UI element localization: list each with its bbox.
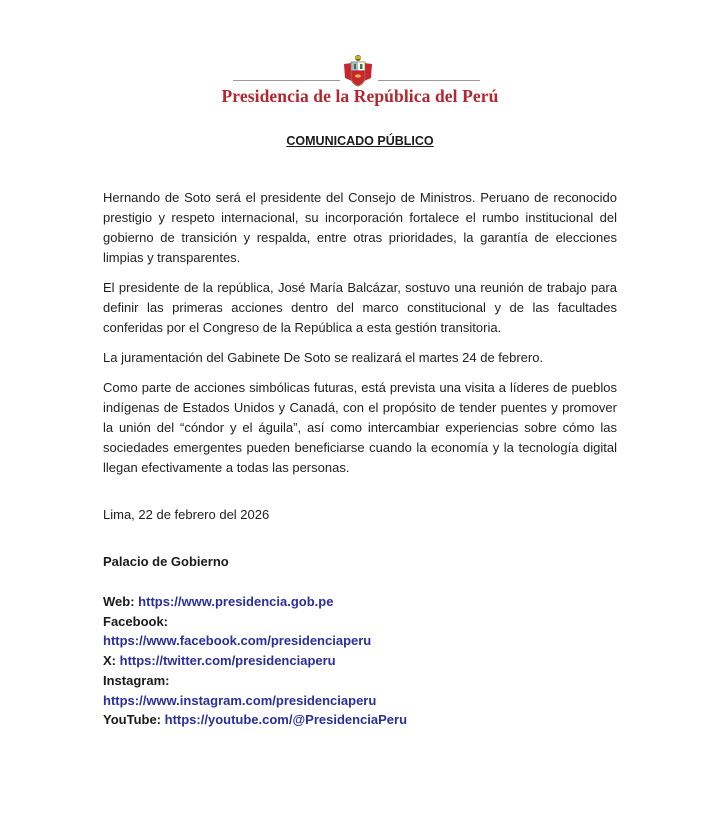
web-label: Web: [103, 594, 135, 609]
institution-name: Presidencia de la República del Perú [221, 86, 499, 106]
issuing-office: Palacio de Gobierno [103, 554, 229, 569]
youtube-link[interactable]: https://youtube.com/@PresidenciaPeru [164, 712, 408, 728]
contact-facebook-link-line [103, 631, 407, 651]
x-link[interactable]: https://twitter.com/presidenciaperu [119, 653, 336, 669]
paragraph-swearing-in: La juramentación del Gabinete De Soto se realizará el martes 24 de febrero. [103, 350, 544, 365]
contact-instagram-label-line [103, 671, 407, 691]
communique-body [103, 188, 617, 488]
letterhead [0, 0, 720, 110]
instagram-label: Instagram: [103, 672, 170, 688]
contact-links [103, 592, 407, 730]
paragraph-symbolic-actions: Como parte de acciones simbólicas futuras, está prevista una visita a líderes de pueblos indígenas de Estados Unidos y Canadá, con el propósito de tender puentes y promover la unión del “cóndor y el águila”, así como intercambiar experiencias sobre cómo las sociedades emergentes pueden beneficiarse cuando la economía y la tecnología digital llegan efectivamente a todas las personas. [103, 380, 617, 475]
contact-x [103, 651, 407, 671]
web-link[interactable]: https://www.presidencia.gob.pe [138, 594, 334, 609]
contact-youtube [103, 710, 407, 730]
facebook-link[interactable]: https://www.facebook.com/presidenciaperu [103, 633, 372, 649]
facebook-label: Facebook: [103, 613, 169, 629]
letterhead-rule-left [233, 80, 340, 81]
instagram-link[interactable]: https://www.instagram.com/presidenciaperu [103, 692, 377, 708]
peru-coat-of-arms-icon [341, 54, 375, 88]
x-label: X: [103, 653, 116, 669]
place-and-date: Lima, 22 de febrero del 2026 [103, 507, 270, 522]
document-title: COMUNICADO PÚBLICO [286, 134, 434, 148]
youtube-label: YouTube: [103, 712, 162, 728]
contact-instagram-link-line [103, 691, 407, 711]
contact-web [103, 592, 407, 612]
paragraph-appointment: Hernando de Soto será el presidente del Consejo de Ministros. Peruano de reconocido prestigio y respeto internacional, su incorporación fortalece el rumbo institucional del gobierno de transición y respalda, entre otras prioridades, la garantía de elecciones limpias y transparentes. [103, 190, 617, 265]
letterhead-rule-right [378, 80, 480, 81]
paragraph-meeting: El presidente de la república, José María Balcázar, sostuvo una reunión de trabajo para definir las primeras acciones dentro del marco constitucional y de las facultades conferidas por el Congreso de la República a esta gestión transitoria. [103, 280, 617, 335]
contact-facebook-label-line [103, 612, 407, 632]
